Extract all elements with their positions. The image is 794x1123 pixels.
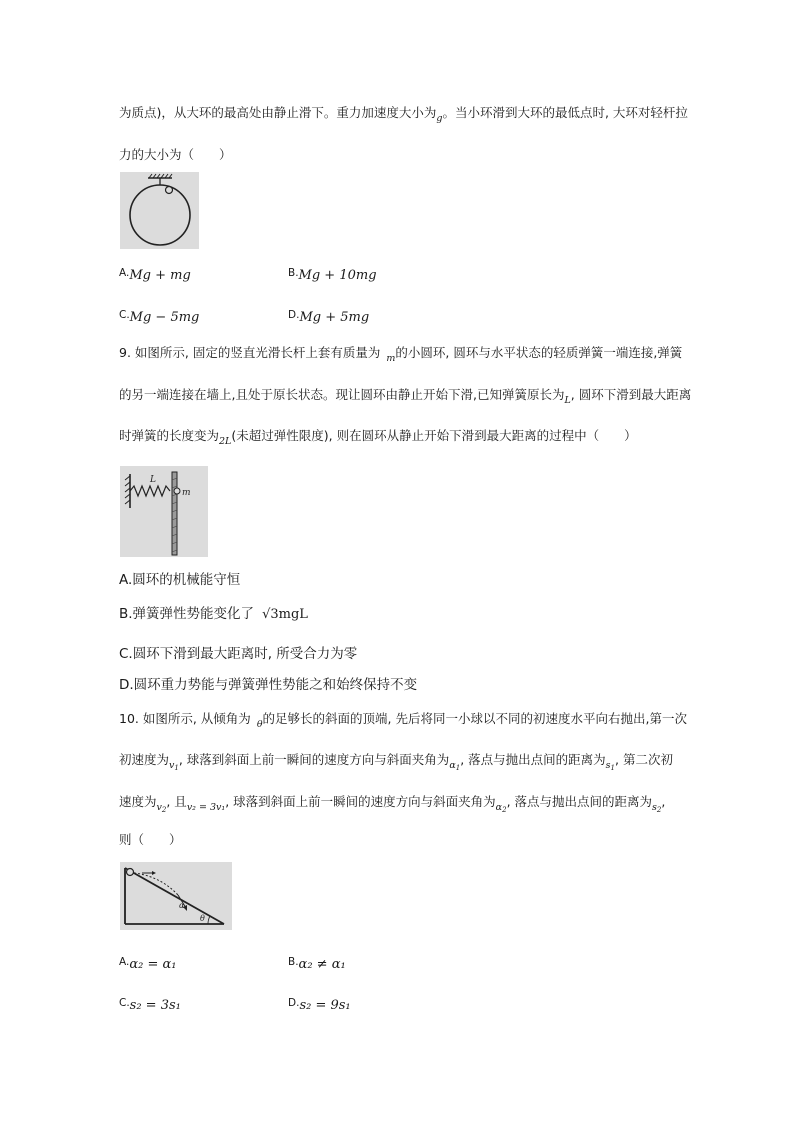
q8-option-a[interactable] — [119, 264, 191, 285]
q8-option-c[interactable] — [119, 306, 199, 327]
q10-option-c-formula: s₂ = 3s₁ — [129, 998, 181, 1013]
q10-fig-label-alpha: α — [179, 901, 185, 910]
q10-symbol-s2: s — [652, 802, 657, 813]
q8-option-b[interactable] — [288, 264, 377, 285]
q10-stem-text-2: 的足够长的斜面的顶端, 先后将同一小球以不同的初速度水平向右抛出,第一次 — [262, 711, 687, 726]
q10-symbol-v2: v — [156, 802, 162, 813]
q10-fig-label-theta: θ — [200, 914, 205, 923]
q10-option-d-formula: s₂ = 9s₁ — [299, 998, 351, 1013]
q10-option-c-label: C. — [119, 997, 130, 1009]
q8-ring-figure — [120, 172, 199, 249]
q10-symbol-alpha1-sub: 1 — [455, 764, 461, 772]
q10-stem-text-11: , — [661, 794, 666, 809]
q8-stem-line2: 力的大小为（ ） — [119, 147, 232, 162]
q9-spring-figure — [120, 466, 208, 557]
q9-stem-line2 — [119, 386, 691, 410]
q8-symbol-g: g — [436, 113, 443, 124]
q9-symbol-L: L — [564, 395, 571, 406]
q9-stem-text-6: (未超过弹性限度), 则在圆环从静止开始下滑到最大距离的过程中（ ） — [231, 428, 637, 443]
q9-stem-text-4: , 圆环下滑到最大距离 — [570, 387, 692, 402]
q8-option-c-formula: Mg − 5mg — [129, 310, 200, 325]
q9-stem-text-5: 时弹簧的长度变为 — [119, 428, 220, 443]
q10-incline-figure — [120, 862, 232, 930]
q8-stem-line1 — [119, 104, 688, 128]
q9-fig-label-m: m — [182, 488, 191, 498]
q10-symbol-v1-sub: 1 — [174, 764, 179, 772]
q10-option-b[interactable] — [288, 953, 346, 974]
q8-option-d-label: D. — [288, 309, 300, 321]
q10-stem-text-5: , 落点与抛出点间的距离为 — [460, 752, 606, 767]
q8-stem-text: 为质点)，从大环的最高处由静止滑下。重力加速度大小为 — [119, 105, 437, 120]
q8-option-a-formula: Mg + mg — [129, 268, 191, 283]
q10-option-a-formula: α₂ = α₁ — [129, 957, 177, 972]
q10-option-d[interactable] — [288, 994, 351, 1015]
q10-symbol-alpha2: α — [495, 802, 503, 813]
q9-stem-text: 9. 如图所示, 固定的竖直光滑长杆上套有质量为 — [119, 345, 381, 360]
q9-option-c[interactable]: C.圆环下滑到最大距离时, 所受合力为零 — [119, 646, 358, 662]
q9-stem-line3 — [119, 427, 637, 451]
q10-stem-line4: 则（ ） — [119, 832, 182, 847]
q9-symbol-m: m — [386, 353, 396, 364]
q10-stem-text-3: 初速度为 — [119, 752, 170, 767]
q10-symbol-s1: s — [605, 760, 611, 771]
q9-option-a[interactable]: A.圆环的机械能守恒 — [119, 572, 241, 588]
q10-symbol-s1-sub: 1 — [610, 764, 616, 772]
q10-symbol-alpha1: α — [449, 760, 456, 771]
q8-option-c-label: C. — [119, 309, 130, 321]
q9-symbol-2L: 2L — [219, 436, 232, 447]
q9-stem-text-2: 的小圆环, 圆环与水平状态的轻质弹簧一端连接,弹簧 — [395, 345, 683, 360]
q9-option-b[interactable] — [119, 605, 308, 624]
q10-stem-text-10: , 落点与抛出点间的距离为 — [506, 794, 653, 809]
q9-option-b-formula: √3mgL — [262, 607, 308, 622]
q9-stem-text-3: 的另一端连接在墙上,且处于原长状态。现让圆环由静止开始下滑,已知弹簧原长为 — [119, 387, 565, 402]
q8-option-b-label: B. — [288, 267, 299, 279]
q10-option-a-label: A. — [119, 956, 130, 968]
q10-stem-text: 10. 如图所示, 从倾角为 — [119, 711, 251, 726]
q10-stem-line2 — [119, 751, 673, 777]
q10-symbol-theta: θ — [256, 719, 263, 730]
q10-symbol-v2-sub: 2 — [161, 806, 167, 814]
q10-option-b-formula: α₂ ≠ α₁ — [298, 957, 346, 972]
q10-stem-text-6: , 第二次初 — [615, 752, 673, 767]
q9-fig-label-L: L — [150, 475, 156, 485]
q10-stem-text-8: , 且 — [166, 794, 187, 809]
q10-equation-v2-v1: v₂ = 3v₁ — [186, 802, 226, 813]
q9-option-b-text: B.弹簧弹性势能变化了 — [119, 606, 255, 622]
q8-option-d-formula: Mg + 5mg — [299, 310, 370, 325]
q10-stem-line1 — [119, 710, 687, 734]
q9-stem-line1 — [119, 344, 682, 368]
q10-stem-text-4: , 球落到斜面上前一瞬间的速度方向与斜面夹角为 — [178, 752, 450, 767]
q10-symbol-alpha2-sub: 2 — [502, 806, 507, 814]
q10-stem-line3 — [119, 793, 665, 819]
q10-option-a[interactable] — [119, 953, 176, 974]
q10-symbol-v1: v — [169, 760, 175, 771]
q10-stem-text-7: 速度为 — [119, 794, 157, 809]
q8-option-a-label: A. — [119, 267, 130, 279]
q8-stem-text-2: 。当小环滑到大环的最低点时, 大环对轻杆拉 — [442, 105, 688, 120]
q10-option-c[interactable] — [119, 994, 181, 1015]
q8-option-b-formula: Mg + 10mg — [298, 268, 377, 283]
q9-option-d[interactable]: D.圆环重力势能与弹簧弹性势能之和始终保持不变 — [119, 677, 418, 693]
q10-option-b-label: B. — [288, 956, 299, 968]
q10-symbol-s2-sub: 2 — [656, 806, 662, 814]
q8-option-d[interactable] — [288, 306, 369, 327]
q10-stem-text-9: , 球落到斜面上前一瞬间的速度方向与斜面夹角为 — [225, 794, 496, 809]
q10-option-d-label: D. — [288, 997, 300, 1009]
